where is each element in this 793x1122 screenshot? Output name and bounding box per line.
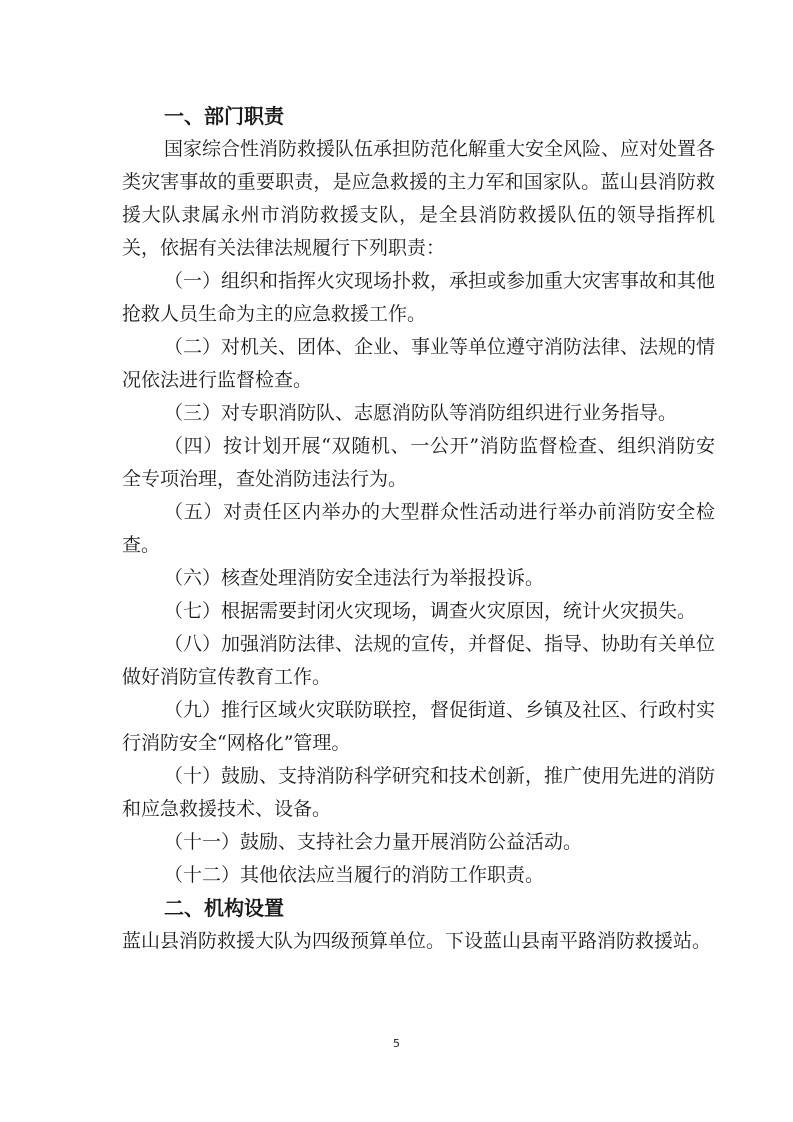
duty-item: （五）对责任区内举办的大型群众性活动进行举办前消防安全检查。 [122, 501, 715, 556]
duty-item: （十一）鼓励、支持社会力量开展消防公益活动。 [164, 831, 583, 853]
document-page [122, 100, 715, 958]
intro-paragraph: 国家综合性消防救援队伍承担防范化解重大安全风险、应对处置各类灾害事故的重要职责，是应急救援的主力军和国家队。蓝山县消防救援大队隶属永州市消防救援支队，是全县消防救援队伍的领导指挥机关，依据有关法律法规履行下列职责： [122, 138, 716, 259]
duty-item: （九）推行区域火灾联防联控，督促街道、乡镇及社区、行政村实行消防安全“网格化”管理。 [122, 699, 716, 754]
duty-item: （十二）其他依法应当履行的消防工作职责。 [164, 864, 545, 886]
duty-item: （六）核查处理消防安全违法行为举报投诉。 [164, 567, 545, 589]
duty-item: （三）对专职消防队、志愿消防队等消防组织进行业务指导。 [164, 402, 678, 424]
duty-item: （一）组织和指挥火灾现场扑救，承担或参加重大灾害事故和其他抢救人员生命为主的应急救援工作。 [122, 270, 716, 325]
duty-item: （七）根据需要封闭火灾现场，调查火灾原因，统计火灾损失。 [164, 600, 697, 622]
duty-item: （八）加强消防法律、法规的宣传，并督促、指导、协助有关单位做好消防宣传教育工作。 [122, 633, 716, 688]
structure-paragraph: 蓝山县消防救援大队为四级预算单位。下设蓝山县南平路消防救援站。 [122, 930, 712, 952]
page-number: 5 [393, 1037, 400, 1050]
duty-item: （四）按计划开展“双随机、一公开”消防监督检查、组织消防安全专项治理，查处消防违法行为。 [122, 435, 715, 490]
duty-item: （二）对机关、团体、企业、事业等单位遵守消防法律、法规的情况依法进行监督检查。 [122, 336, 716, 391]
section-heading-duties: 一、部门职责 [164, 104, 284, 128]
section-heading-structure: 二、机构设置 [164, 896, 284, 920]
duty-item: （十）鼓励、支持消防科学研究和技术创新，推广使用先进的消防和应急救援技术、设备。 [122, 765, 716, 820]
